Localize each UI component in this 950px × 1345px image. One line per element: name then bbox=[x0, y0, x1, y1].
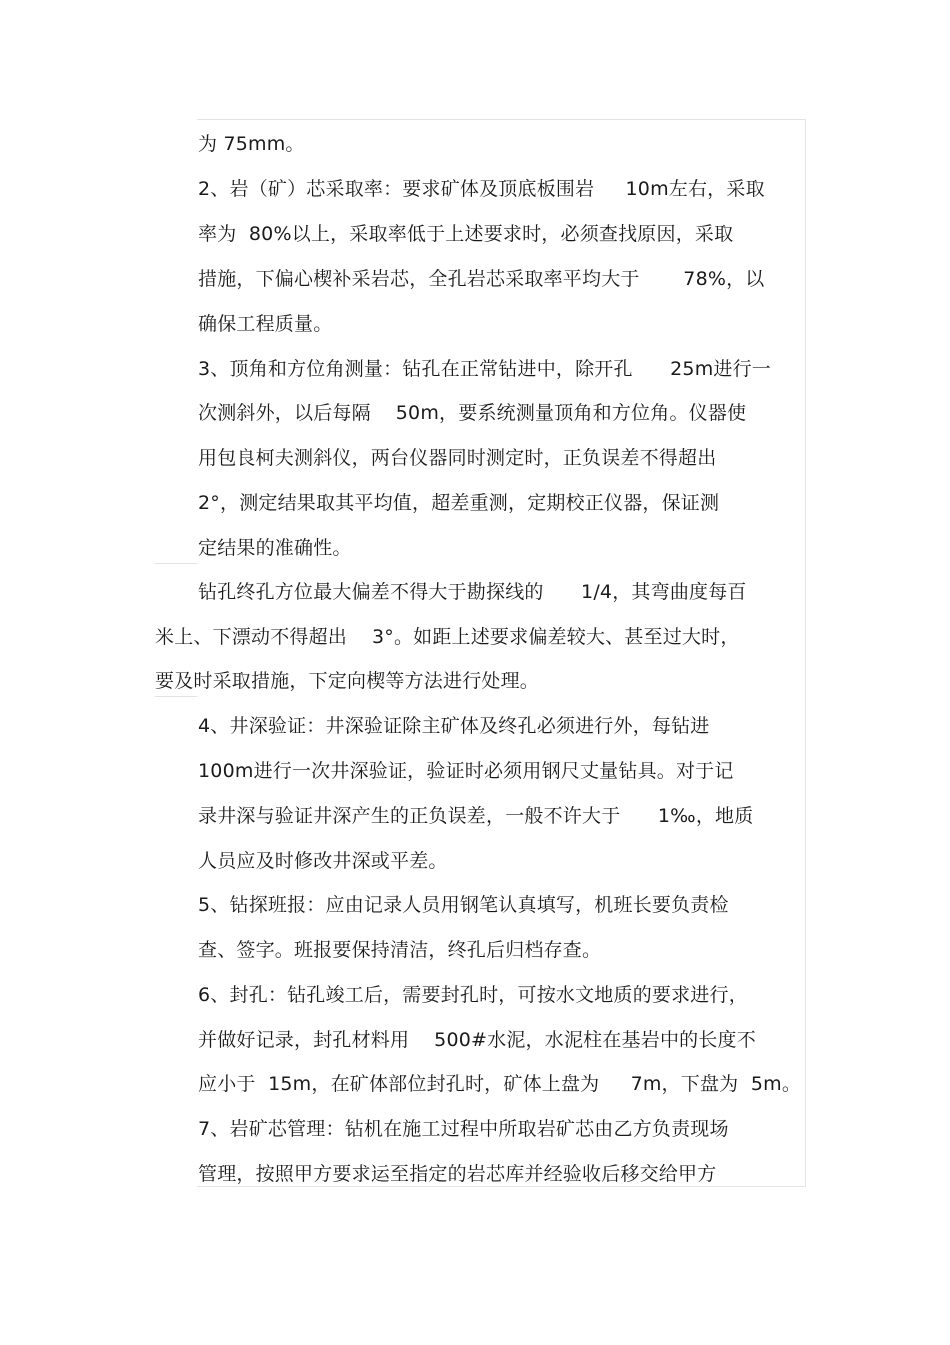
text-line: 6、封孔：钻孔竣工后，需要封孔时，可按水文地质的要求进行， bbox=[198, 984, 748, 1006]
text-line: 钻孔终孔方位最大偏差不得大于勘探线的 1/4，其弯曲度每百 bbox=[198, 581, 747, 603]
text-line: 应小于 15m，在矿体部位封孔时，矿体上盘为 7m，下盘为 5m。 bbox=[198, 1073, 802, 1095]
text-line: 3、顶角和方位角测量：钻孔在正常钻进中，除开孔 25m进行一 bbox=[198, 358, 772, 380]
text-line: 4、井深验证：井深验证除主矿体及终孔必须进行外，每钻进 bbox=[198, 715, 710, 737]
text-line: 2、岩（矿）芯采取率：要求矿体及顶底板围岩 10m左右，采取 bbox=[198, 178, 765, 200]
text-line: 并做好记录，封孔材料用 500#水泥，水泥柱在基岩中的长度不 bbox=[198, 1029, 756, 1051]
text-line: 用包良柯夫测斜仪，两台仪器同时测定时，正负误差不得超出 bbox=[198, 447, 717, 469]
text-line: 查、签字。班报要保持清洁，终孔后归档存查。 bbox=[198, 939, 602, 961]
text-line: 录井深与验证井深产生的正负误差，一般不许大于 1‰，地质 bbox=[198, 805, 754, 827]
text-line: 5、钻探班报：应由记录人员用钢笔认真填写，机班长要负责检 bbox=[198, 894, 729, 916]
text-line: 2°，测定结果取其平均值，超差重测，定期校正仪器，保证测 bbox=[198, 492, 720, 514]
text-line: 7、岩矿芯管理：钻机在施工过程中所取岩矿芯由乙方负责现场 bbox=[198, 1118, 729, 1140]
text-line: 次测斜外，以后每隔 50m，要系统测量顶角和方位角。仪器使 bbox=[198, 402, 747, 424]
text-line: 确保工程质量。 bbox=[198, 313, 333, 335]
text-line: 米上、下漂动不得超出 3°。如距上述要求偏差较大、甚至过大时， bbox=[155, 626, 740, 648]
text-line: 定结果的准确性。 bbox=[198, 537, 352, 559]
text-line: 措施，下偏心楔补采岩芯，全孔岩芯采取率平均大于 78%，以 bbox=[198, 268, 765, 290]
text-line: 为 75mm。 bbox=[198, 133, 305, 155]
text-line: 率为 80%以上，采取率低于上述要求时，必须查找原因，采取 bbox=[198, 223, 734, 245]
frame-divider bbox=[155, 563, 197, 564]
frame-divider bbox=[155, 696, 197, 697]
text-line: 要及时采取措施，下定向楔等方法进行处理。 bbox=[155, 670, 540, 692]
text-line: 100m进行一次井深验证，验证时必须用钢尺丈量钻具。对于记 bbox=[198, 760, 734, 782]
text-line: 人员应及时修改井深或平差。 bbox=[198, 850, 448, 872]
text-line: 管理，按照甲方要求运至指定的岩芯库并经验收后移交给甲方 bbox=[198, 1163, 717, 1185]
